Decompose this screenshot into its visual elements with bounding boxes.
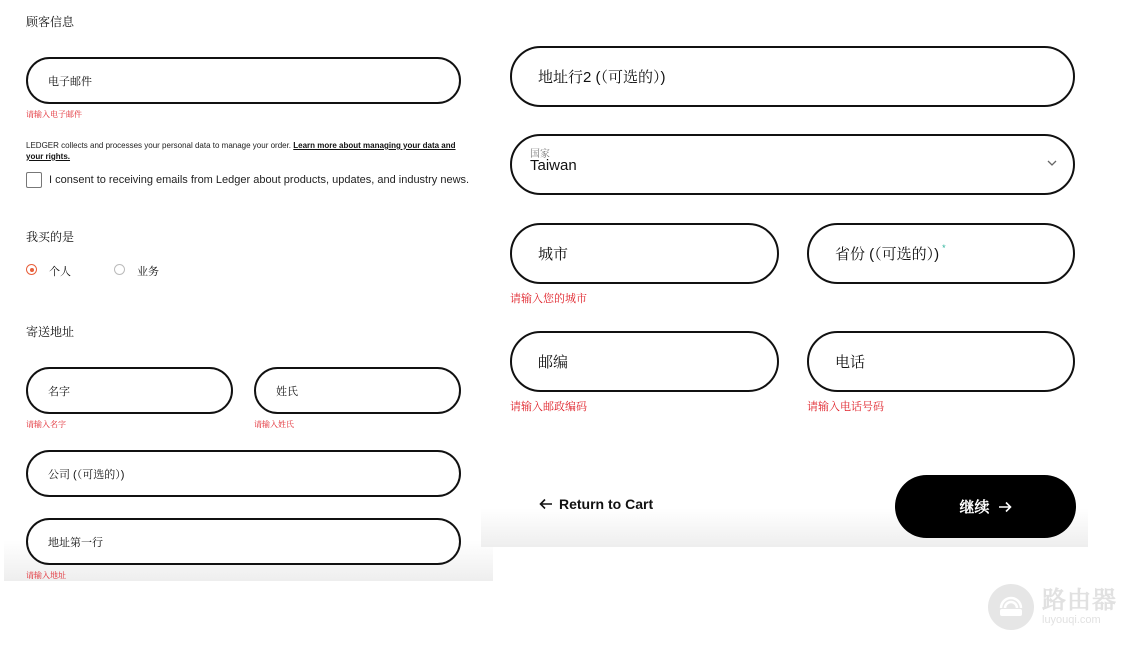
radio-business[interactable] bbox=[114, 264, 125, 275]
email-error: 请输入电子邮件 bbox=[26, 110, 82, 119]
address-line1-placeholder: 地址第一行 bbox=[48, 536, 103, 549]
province-placeholder bbox=[809, 243, 946, 264]
radio-business-label: 业务 bbox=[137, 266, 159, 278]
last-name-error: 请输入姓氏 bbox=[254, 420, 294, 429]
province-placeholder-text: 省份 (（可选的）) bbox=[835, 246, 940, 263]
city-field[interactable] bbox=[510, 223, 779, 284]
consent-label: I consent to receiving emails from Ledger about products, updates, and industry news. bbox=[49, 174, 470, 186]
country-value: Taiwan bbox=[530, 157, 577, 174]
email-field[interactable] bbox=[26, 57, 461, 104]
address-line1-error: 请输入地址 bbox=[26, 571, 66, 580]
first-name-error: 请输入名字 bbox=[26, 420, 66, 429]
first-name-field[interactable] bbox=[26, 367, 233, 414]
address-line2-field[interactable] bbox=[510, 46, 1075, 107]
arrow-right-icon bbox=[998, 501, 1012, 513]
first-name-placeholder: 名字 bbox=[48, 385, 70, 398]
shipping-address-title: 寄送地址 bbox=[26, 325, 75, 339]
phone-error: 请输入电话号码 bbox=[807, 401, 884, 413]
zip-field[interactable] bbox=[510, 331, 779, 392]
email-placeholder: 电子邮件 bbox=[48, 75, 92, 88]
last-name-placeholder: 姓氏 bbox=[276, 385, 298, 398]
radio-individual[interactable] bbox=[26, 264, 37, 275]
privacy-link[interactable]: Learn more about managing your data and your rights. bbox=[26, 141, 456, 161]
country-select[interactable] bbox=[510, 134, 1075, 195]
privacy-notice bbox=[26, 140, 456, 162]
purchase-type-title: 我买的是 bbox=[26, 230, 75, 244]
phone-field[interactable] bbox=[807, 331, 1075, 392]
last-name-field[interactable] bbox=[254, 367, 461, 414]
company-field[interactable] bbox=[26, 450, 461, 497]
continue-button[interactable] bbox=[895, 475, 1076, 538]
arrow-left-icon bbox=[539, 498, 553, 510]
watermark bbox=[988, 584, 1117, 630]
address-line1-field[interactable] bbox=[26, 518, 461, 565]
return-to-cart-link[interactable] bbox=[539, 496, 653, 512]
continue-label: 继续 bbox=[959, 499, 990, 516]
zip-error: 请输入邮政编码 bbox=[510, 401, 587, 413]
return-to-cart-label: Return to Cart bbox=[559, 496, 654, 512]
city-error: 请输入您的城市 bbox=[510, 293, 587, 305]
company-placeholder: 公司 (（可选的）) bbox=[48, 468, 125, 481]
customer-info-title: 顾客信息 bbox=[26, 15, 75, 29]
consent-checkbox[interactable] bbox=[26, 172, 42, 188]
privacy-text: LEDGER collects and processes your personal data to manage your order. bbox=[26, 141, 294, 150]
city-placeholder: 城市 bbox=[538, 246, 569, 263]
province-field[interactable] bbox=[807, 223, 1075, 284]
chevron-down-icon bbox=[1045, 156, 1059, 170]
country-label: 国家 bbox=[530, 149, 550, 160]
zip-placeholder: 邮编 bbox=[538, 354, 569, 371]
radio-individual-label: 个人 bbox=[49, 266, 71, 278]
phone-placeholder: 电话 bbox=[835, 354, 866, 371]
address-line2-placeholder: 地址行2 (（可选的）) bbox=[538, 69, 666, 86]
router-logo-icon bbox=[988, 584, 1034, 630]
watermark-text: 路由器 bbox=[1042, 586, 1117, 614]
watermark-url: luyouqi.com bbox=[1042, 613, 1101, 626]
optional-marker: * bbox=[942, 243, 946, 253]
